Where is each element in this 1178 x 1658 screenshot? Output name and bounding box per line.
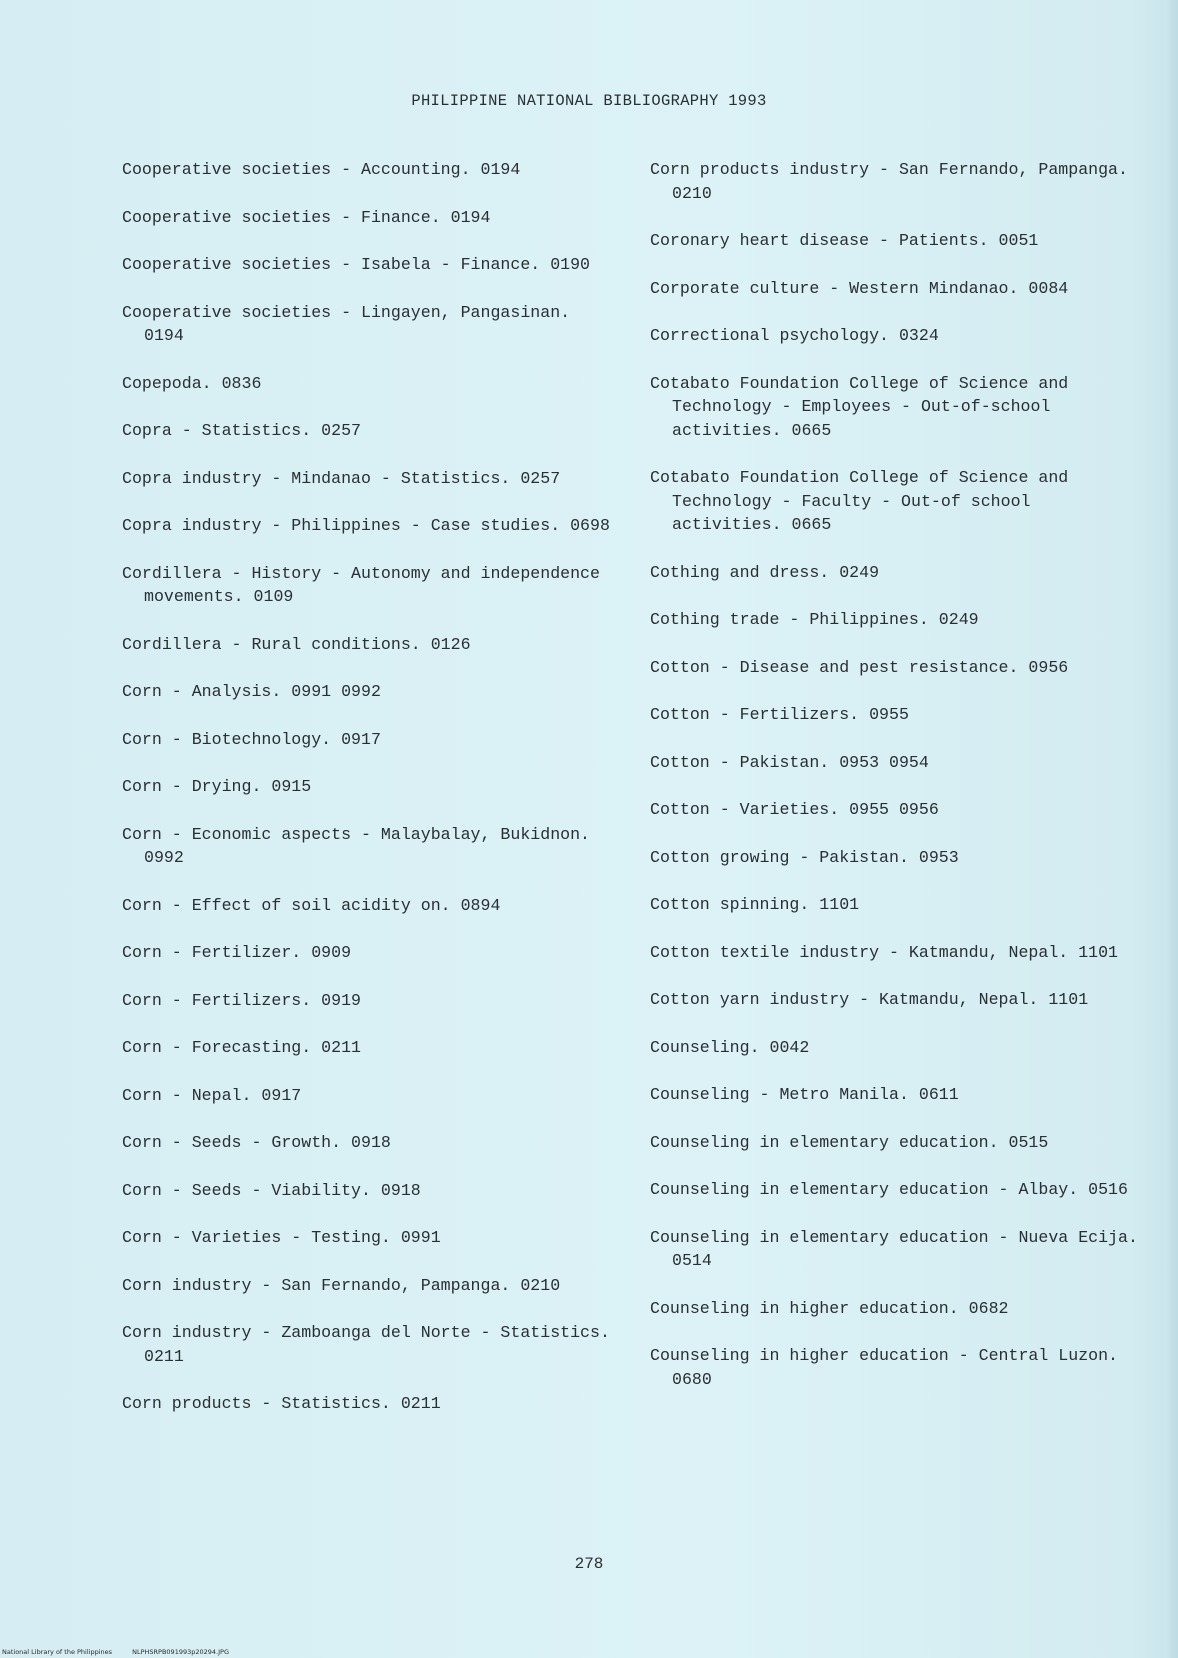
index-entry: Counseling - Metro Manila. 0611 <box>650 1085 959 1104</box>
index-entry: Cotton - Pakistan. 0953 0954 <box>650 752 929 772</box>
index-entry: Cotabato Foundation College of Science and Technology - Employees - Out-of-school activities. 0665 <box>650 373 1069 440</box>
index-entry: Counseling in elementary education - Albay. 0516 <box>650 1180 1128 1199</box>
index-entry: Cotton - Fertilizers. 0955 <box>650 705 909 724</box>
index-entry: Cotton spinning. 1101 <box>650 895 860 914</box>
index-entry: Cordillera - Rural conditions. 0126 <box>122 634 471 654</box>
index-entry: Cotton yarn industry - Katmandu, Nepal. 1101 <box>650 990 1089 1009</box>
index-entry: Corporate culture - Western Mindanao. 0084 <box>650 278 1069 298</box>
page-edge-shadow <box>1164 0 1178 1658</box>
index-entry: Corn - Seeds - Viability. 0918 <box>122 1180 421 1200</box>
footer-filename: NLPHSRPB091993p20294.JPG <box>132 1648 229 1656</box>
index-entry: Counseling in elementary education. 0515 <box>650 1132 1049 1152</box>
index-entry: Corn - Fertilizers. 0919 <box>122 990 361 1010</box>
index-entry: Cothing trade - Philippines. 0249 <box>650 610 979 629</box>
index-entry: Corn - Drying. 0915 <box>122 777 312 796</box>
index-entry: Cooperative societies - Accounting. 0194 <box>122 160 521 179</box>
index-entry: Corn - Economic aspects - Malaybalay, Bukidnon. 0992 <box>122 824 591 867</box>
index-entry: Cotton - Disease and pest resistance. 0956 <box>650 657 1069 677</box>
index-entry: Cotton growing - Pakistan. 0953 <box>650 847 959 867</box>
index-entry: Corn - Seeds - Growth. 0918 <box>122 1133 391 1152</box>
index-entry: Cooperative societies - Lingayen, Pangasinan. 0194 <box>122 302 571 345</box>
index-entry: Corn - Effect of soil acidity on. 0894 <box>122 895 501 915</box>
left-column <box>122 158 612 1440</box>
index-entry: Counseling. 0042 <box>650 1037 810 1057</box>
index-entry: Corn - Analysis. 0991 0992 <box>122 682 381 701</box>
index-entry: Corn products industry - San Fernando, Pampanga. 0210 <box>650 160 1128 203</box>
index-entry: Corn - Biotechnology. 0917 <box>122 729 381 749</box>
index-entry: Corn - Forecasting. 0211 <box>122 1038 361 1057</box>
footer-library: National Library of the Philippines <box>2 1648 113 1656</box>
index-entry: Corn - Varieties - Testing. 0991 <box>122 1228 441 1247</box>
index-entry: Counseling in higher education - Central Luzon. 0680 <box>650 1346 1119 1389</box>
index-entry: Cooperative societies - Finance. 0194 <box>122 207 491 227</box>
index-entry: Cothing and dress. 0249 <box>650 562 880 582</box>
index-entry: Copra industry - Mindanao - Statistics. 0257 <box>122 468 561 488</box>
index-entry: Corn industry - Zamboanga del Norte - Statistics. 0211 <box>122 1323 610 1366</box>
page-number: 278 <box>574 1555 604 1573</box>
page-header: PHILIPPINE NATIONAL BIBLIOGRAPHY 1993 <box>411 92 767 110</box>
index-entry: Cotabato Foundation College of Science and Technology - Faculty - Out-of school activities. 0665 <box>650 468 1069 534</box>
index-entry: Counseling in elementary education - Nueva Ecija. 0514 <box>650 1227 1138 1270</box>
index-entry: Copra industry - Philippines - Case studies. 0698 <box>122 516 610 535</box>
index-entry: Corn - Nepal. 0917 <box>122 1085 302 1105</box>
index-entry: Counseling in higher education. 0682 <box>650 1298 1009 1318</box>
index-entry: Cooperative societies - Isabela - Finance. 0190 <box>122 255 591 274</box>
scan-footer <box>2 1648 247 1656</box>
index-entry: Corn industry - San Fernando, Pampanga. 0210 <box>122 1275 561 1295</box>
index-entry: Cotton textile industry - Katmandu, Nepal. 1101 <box>650 942 1119 962</box>
index-entry: Copra - Statistics. 0257 <box>122 421 361 440</box>
index-entry: Cordillera - History - Autonomy and independence movements. 0109 <box>122 563 600 606</box>
index-entry: Corn - Fertilizer. 0909 <box>122 943 352 962</box>
index-entry: Corn products - Statistics. 0211 <box>122 1394 441 1413</box>
index-entry: Cotton - Varieties. 0955 0956 <box>650 800 939 819</box>
index-entry: Correctional psychology. 0324 <box>650 326 939 345</box>
index-entry: Copepoda. 0836 <box>122 373 262 393</box>
index-entry: Coronary heart disease - Patients. 0051 <box>650 231 1039 250</box>
right-column <box>650 158 1140 1415</box>
